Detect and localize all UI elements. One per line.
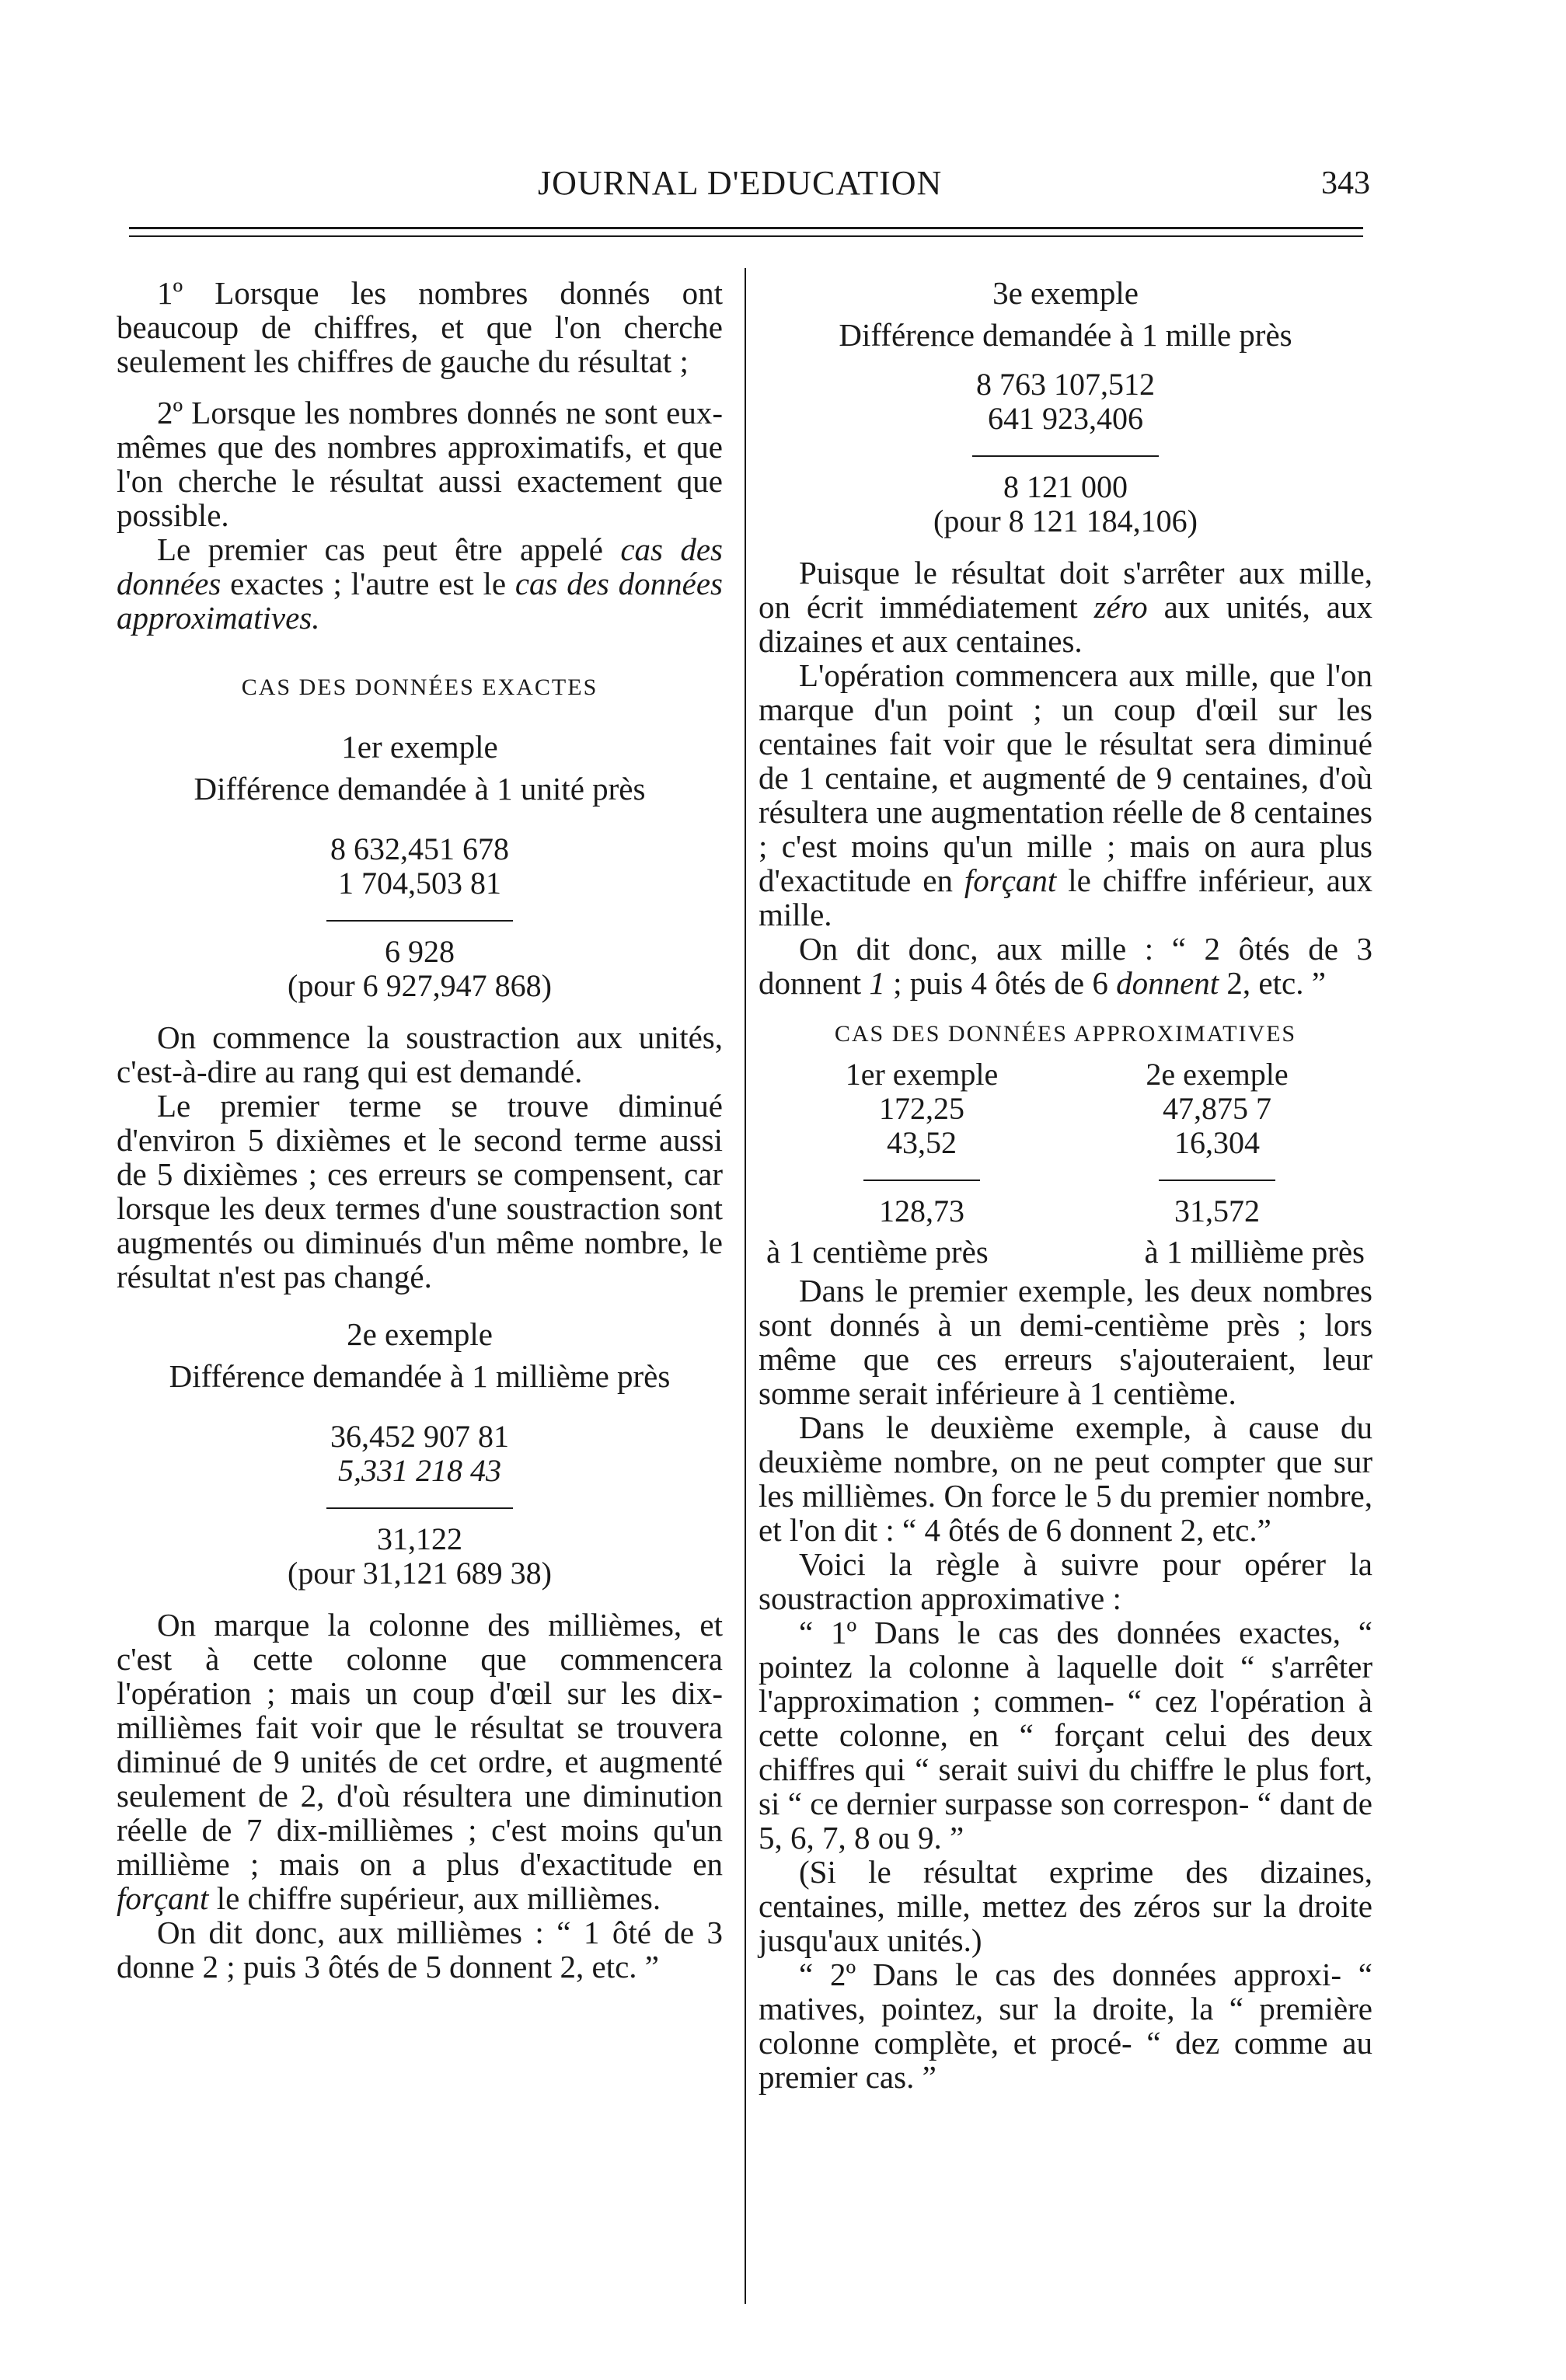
result: 128,73 bbox=[879, 1193, 964, 1228]
calculation bbox=[117, 832, 723, 1003]
paragraph: “ 2º Dans le cas des données approxi- “ matives, pointez, sur la droite, la “ première colonne complète, et procé- “ dez comme au premier cas. ” bbox=[759, 1957, 1372, 2095]
paragraph: On dit donc, aux mille : “ 2 ôtés de 3 donnent 1 ; puis 4 ôtés de 6 donnent 2, etc. ” bbox=[759, 931, 1372, 1001]
result-note: (pour 8 121 184,106) bbox=[933, 504, 1198, 538]
example-title: 2e exemple bbox=[347, 1316, 493, 1352]
result-note: (pour 31,121 689 38) bbox=[288, 1556, 552, 1591]
paragraph: Puisque le résultat doit s'arrêter aux mille, on écrit immédiatement zéro aux unités, aux dizaines et aux centaines. bbox=[759, 555, 1372, 659]
paragraph: 2º Lorsque les nombres donnés ne sont eux-mêmes que des nombres approximatifs, et que l'on cherche le résultat aussi exactement que possible. bbox=[117, 395, 723, 533]
operand: 43,52 bbox=[887, 1125, 957, 1160]
operand: 16,304 bbox=[1174, 1125, 1260, 1160]
calculation-labels bbox=[759, 1235, 1372, 1269]
paragraph: On dit donc, aux millièmes : “ 1 ôté de 3 donne 2 ; puis 3 ôtés de 5 donnent 2, etc. ” bbox=[117, 1915, 723, 1984]
calculation bbox=[759, 368, 1372, 538]
paragraph: Voici la règle à suivre pour opérer la soustraction approximative : bbox=[759, 1546, 1372, 1616]
header-rule-double bbox=[129, 235, 1363, 237]
paragraph: 1º Lorsque les nombres donnés ont beaucoup de chiffres, et que l'on cherche seulement les chiffres de gauche du résultat ; bbox=[117, 275, 723, 379]
operand: 8 763 107,512 bbox=[976, 367, 1155, 402]
page-number: 343 bbox=[1321, 166, 1370, 201]
operand: 5,331 218 43 bbox=[338, 1453, 501, 1488]
example-subtitle: Différence demandée à 1 unité près bbox=[194, 771, 646, 807]
result-note: (pour 6 927,947 868) bbox=[288, 968, 552, 1003]
paragraph: Dans le deuxième exemple, à cause du deuxième nombre, on ne peut compter que sur les millièmes. On force le 5 du premier nombre, et l'on dit : “ 4 ôtés de 6 donnent 2, etc.” bbox=[759, 1410, 1372, 1548]
left-column bbox=[117, 276, 723, 1984]
precision-label: à 1 millième près bbox=[1144, 1234, 1365, 1270]
calculation bbox=[790, 1058, 1054, 1228]
paragraph: L'opération commencera aux mille, que l'on marque d'un point ; un coup d'œil sur les centaines fait voir que le résultat sera diminué de 1 centaine, et augmenté de 9 centaines, d'où résultera une augmentation réelle de 8 centaines ; c'est moins qu'un mille ; mais on aura plus d'exactitude en forçant le chiffre inférieur, aux mille. bbox=[759, 657, 1372, 932]
paragraph: Dans le premier exemple, les deux nombres sont donnés à un demi-centième près ; lors même que ces erreurs s'ajouteraient, leur somme serait inférieure à 1 centième. bbox=[759, 1273, 1372, 1411]
paragraph: On commence la soustraction aux unités, c'est-à-dire au rang qui est demandé. bbox=[117, 1019, 723, 1089]
example-title: 1er exemple bbox=[341, 729, 498, 765]
operand: 172,25 bbox=[879, 1091, 964, 1126]
section-heading: CAS DES DONNÉES EXACTES bbox=[241, 674, 598, 700]
calculation-pair bbox=[759, 1058, 1372, 1228]
example-subtitle: Différence demandée à 1 mille près bbox=[839, 317, 1292, 353]
section-heading: CAS DES DONNÉES APPROXIMATIVES bbox=[834, 1021, 1297, 1047]
column-divider bbox=[745, 268, 746, 2304]
right-column bbox=[759, 276, 1372, 2094]
header-rule bbox=[129, 227, 1363, 229]
result: 6 928 bbox=[385, 934, 455, 969]
operand: 36,452 907 81 bbox=[330, 1419, 509, 1454]
paragraph: (Si le résultat exprime des dizaines, centaines, mille, mettez des zéros sur la droite jusqu'aux unités.) bbox=[759, 1854, 1372, 1958]
result: 8 121 000 bbox=[1003, 469, 1128, 504]
page-header bbox=[0, 163, 1566, 210]
operand: 8 632,451 678 bbox=[330, 831, 509, 866]
calc-rule bbox=[863, 1180, 980, 1181]
calc-rule bbox=[972, 455, 1159, 457]
calc-rule bbox=[1159, 1180, 1275, 1181]
example-title: 2e exemple bbox=[1146, 1057, 1289, 1092]
result: 31,122 bbox=[377, 1521, 462, 1556]
calc-rule bbox=[326, 1507, 513, 1509]
calc-rule bbox=[326, 920, 513, 922]
operand: 641 923,406 bbox=[988, 401, 1143, 436]
paragraph: On marque la colonne des millièmes, et c'est à cette colonne que commencera l'opération ; mais un coup d'œil sur les dix-millièmes fait voir que le résultat se trouvera diminué de 9 unités de cet ordre, et augmenté seulement de 2, d'où résultera une diminution réelle de 7 dix-millièmes ; c'est moins qu'un millième ; mais on a plus d'exactitude en forçant le chiffre supérieur, aux millièmes. bbox=[117, 1607, 723, 1916]
calculation bbox=[117, 1420, 723, 1591]
paragraph: Le premier terme se trouve diminué d'environ 5 dixièmes et le second terme aussi de 5 dixièmes ; ces erreurs se compensent, car lorsque les deux termes d'une soustraction sont augmentés ou diminués d'un même nombre, le résultat n'est pas changé. bbox=[117, 1088, 723, 1295]
running-title: JOURNAL D'EDUCATION bbox=[538, 164, 943, 202]
result: 31,572 bbox=[1174, 1193, 1260, 1228]
example-title: 1er exemple bbox=[845, 1057, 999, 1092]
calculation bbox=[1085, 1058, 1349, 1228]
operand: 47,875 7 bbox=[1163, 1091, 1271, 1126]
operand: 1 704,503 81 bbox=[338, 866, 501, 901]
example-title: 3e exemple bbox=[992, 275, 1139, 311]
paragraph: “ 1º Dans le cas des données exactes, “ pointez la colonne à laquelle doit “ s'arrêter l'approximation ; commen- “ cez l'opération à cette colonne, en “ forçant celui des deux chiffres qui “ serait suivi du chiffre le plus fort, si “ ce dernier surpasse son correspon- “ dant de 5, 6, 7, 8 ou 9. ” bbox=[759, 1615, 1372, 1856]
example-subtitle: Différence demandée à 1 millième près bbox=[169, 1358, 671, 1394]
paragraph: Le premier cas peut être appelé cas des données exactes ; l'autre est le cas des données approximatives. bbox=[117, 531, 724, 636]
precision-label: à 1 centième près bbox=[766, 1234, 989, 1270]
